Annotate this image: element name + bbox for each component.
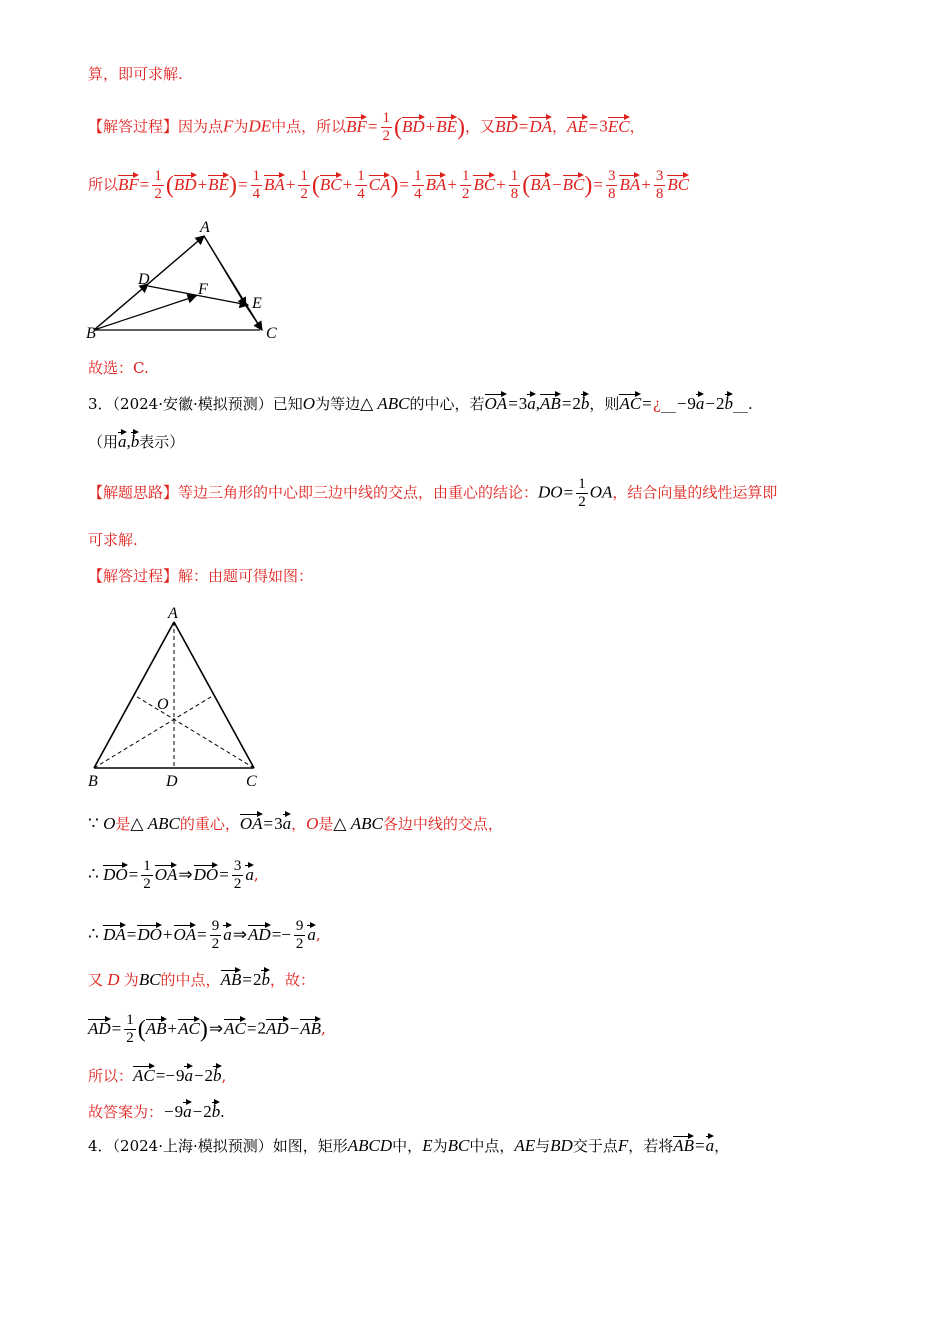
text: __	[660, 395, 676, 413]
text: 中点，所以	[271, 117, 347, 136]
text: （用	[88, 433, 119, 451]
label-C: C	[246, 773, 257, 790]
text: 为等边	[315, 395, 361, 413]
question-3-note: （用a,b表示）	[88, 430, 184, 454]
text: 为	[123, 971, 139, 989]
label-A: A	[200, 219, 210, 236]
step-6: 所以：AC=−9a−2b,	[88, 1064, 226, 1088]
question-source: （2024·安徽·模拟预测）	[112, 395, 273, 413]
question-number: 3．	[88, 395, 113, 413]
text: 中，	[392, 1137, 423, 1155]
text: 因为点	[178, 117, 224, 136]
text: 又	[88, 971, 104, 989]
text: 等边三角形的中心即三边中线的交点，由重心的结论：	[178, 483, 539, 502]
solution-idea-3-cont	[88, 528, 138, 552]
text: 与	[535, 1137, 551, 1155]
solution-process-2: 【解答过程】因为点F为DE中点，所以BF= $\frac{1}{2}$ (BD+BE)，又BD=DA，AE=3EC，	[88, 110, 645, 144]
text: 的中点，	[160, 971, 221, 989]
text: ，故：	[269, 971, 315, 989]
text: ，结合向量的线性运算即	[612, 483, 778, 502]
median-C	[134, 695, 254, 768]
text: 为	[432, 1137, 448, 1155]
text: ，又	[465, 117, 496, 136]
step-3: ∴ DA=DO+OA= $\frac{9}{2}$ a⇒AD=− $\frac{9}{2}$ a,	[88, 918, 321, 952]
label-B: B	[86, 325, 96, 342]
vector-AE	[204, 236, 246, 306]
text: 为	[233, 117, 249, 136]
question-number: 4．	[88, 1137, 113, 1155]
answer-3: 故答案为：−9a−2b.	[88, 1100, 224, 1124]
label-A: A	[168, 605, 178, 622]
text: 解：由题可得如图：	[178, 567, 314, 585]
text: 的中心，若	[409, 395, 485, 413]
solution-equation: 所以BF= $\frac{1}{2}$ (BD+BE)= $\frac{1}{4}$ BA+ $\frac{1}{2}$ (BC+ $\frac{1}{4}$ CA)= $\frac{1}{4}$ BA+ $\frac{1}{2}$ BC+ $\frac{1}{8}$ (BA−BC)= $\frac{3}{8}$ BA+ $\frac{3}{8}$ BC	[88, 168, 690, 202]
text: 是	[115, 815, 131, 833]
text: 算，即可求解.	[88, 65, 183, 83]
text: ，	[714, 1137, 730, 1155]
text: 所以：	[88, 1067, 134, 1085]
triangle-vector-figure	[80, 218, 290, 348]
text: 各边中线的交点，	[382, 815, 503, 833]
label: 【解答过程】	[88, 117, 179, 136]
text: ，若将	[628, 1137, 674, 1155]
vector-BF	[94, 296, 196, 330]
text: 中点，	[469, 1137, 515, 1155]
solution-tail	[88, 62, 183, 86]
step-5: AD= $\frac{1}{2}$ (AB+AC)⇒AC=2AD−AB,	[88, 1012, 326, 1046]
answer-2	[88, 356, 149, 380]
label-E: E	[252, 295, 262, 312]
text: 故选：C.	[88, 359, 149, 377]
question-3: 3．（2024·安徽·模拟预测）已知O为等边△ ABC的中心，若OA=3a,AB=2b，则AC=¿__−9a−2b__.	[88, 392, 753, 416]
text: ，	[552, 117, 568, 136]
text: __.	[733, 395, 753, 413]
label: 【解题思路】	[88, 483, 179, 502]
median-B	[94, 695, 214, 768]
label-B: B	[88, 773, 98, 790]
text: 已知	[272, 395, 303, 413]
vector-DA	[148, 236, 204, 284]
label-O: O	[157, 696, 169, 713]
text: ，则	[589, 395, 620, 413]
step-1: ∵ O是△ ABC的重心，OA=3a，O是△ ABC各边中线的交点，	[88, 812, 503, 836]
text: 表示）	[139, 433, 185, 451]
text: 故答案为：	[88, 1103, 164, 1121]
step-2: ∴ DO= $\frac{1}{2}$ OA⇒DO= $\frac{3}{2}$ a,	[88, 858, 259, 892]
vector-BD	[94, 284, 148, 330]
text: 是	[318, 815, 334, 833]
label-D: D	[166, 773, 178, 790]
text: 可求解.	[88, 531, 138, 549]
equilateral-triangle-figure	[80, 604, 270, 796]
step-4: 又 D 为BC的中点，AB=2b，故：	[88, 968, 315, 992]
solution-process-3	[88, 564, 313, 588]
label-D: D	[138, 271, 150, 288]
text: 所以	[88, 175, 119, 194]
label-C: C	[266, 325, 277, 342]
text: 的重心，	[179, 815, 240, 833]
text: 如图，矩形	[272, 1137, 348, 1155]
question-source: （2024·上海·模拟预测）	[112, 1137, 273, 1155]
label: 【解答过程】	[88, 567, 179, 585]
label-F: F	[198, 281, 208, 298]
question-4: 4．（2024·上海·模拟预测）如图，矩形ABCD中，E为BC中点，AE与BD交于点F，若将AB=a，	[88, 1134, 729, 1158]
text: 交于点	[572, 1137, 618, 1155]
solution-idea-3: 【解题思路】等边三角形的中心即三边中线的交点，由重心的结论：DO= $\frac{1}{2}$ OA，结合向量的线性运算即	[88, 476, 778, 510]
